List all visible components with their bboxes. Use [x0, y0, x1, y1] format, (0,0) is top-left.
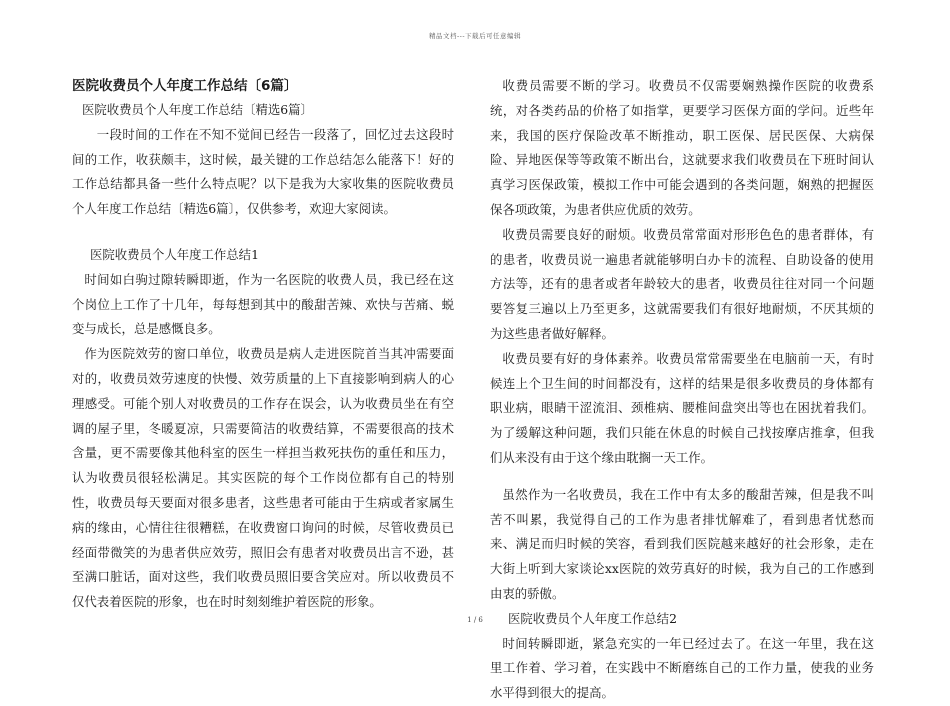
section-heading-2: 医院收费员个人年度工作总结2 — [508, 610, 677, 626]
right-column — [490, 74, 874, 706]
section-heading-1: 医院收费员个人年度工作总结1 — [90, 246, 259, 262]
spacer — [72, 222, 454, 243]
document-subtitle: 医院收费员个人年度工作总结〔精选6篇〕 — [82, 102, 313, 117]
spacer — [490, 471, 874, 483]
paragraph: 作为医院效劳的窗口单位，收费员是病人走进医院首当其冲需要面对的，收费员效劳速度的快慢、效劳质量的上下直接影响到病人的心理感受。可能个别人对收费员的工作存在误会，认为收费员坐在有空调的屋子里，冬暖夏凉，只需要简洁的收费结算，不需要很高的技术含量，更不需要像其他科室的医生一样担当救死扶伤的重任和压力，认为收费员很轻松满足。其实医院的每个工作岗位都有自己的特别性，收费员每天要面对很多患者，这些患者可能由于生病或者家属生病的缘由，心情往往很糟糕，在收费窗口询问的时候，尽管收费员已经面带微笑的为患者供应效劳，照旧会有患者对收费员出言不逊，甚至满口脏话，面对这些，我们收费员照旧要含笑应对。所以收费员不仅代表着医院的形象，也在时时刻刻维护着医院的形象。 — [72, 346, 454, 610]
paragraph: 收费员需要不断的学习。收费员不仅需要娴熟操作医院的收费系统，对各类药品的价格了如指掌，更要学习医保方面的学问。近些年来，我国的医疗保险改革不断推动，职工医保、居民医保、大病保险、异地医保等等政策不断出台，这就要求我们收费员在下班时间认真学习医保政策，模拟工作中可能会遇到的各类问题，娴熟的把握医保各项政策，为患者供应优质的效劳。 — [490, 78, 874, 217]
page-number: 1 / 6 — [467, 616, 483, 624]
paragraph: 收费员要有好的身体素养。收费员常常需要坐在电脑前一天，有时候连上个卫生间的时间都没有，这样的结果是很多收费员的身体都有职业病，眼睛干涩流泪、颈椎病、腰椎间盘突出等也在困扰着我们。为了缓解这种问题，我们只能在休息的时候自己找按摩店推拿，但我们从来没有由于这个缘由耽搁一天工作。 — [490, 350, 874, 465]
intro-paragraph: 一段时间的工作在不知不觉间已经告一段落了，回忆过去这段时间的工作，收获颇丰，这时候，最关键的工作总结怎么能落下！好的工作总结都具备一些什么特点呢？以下是我为大家收集的医院收费员个人年度工作总结〔精选6篇〕，仅供参考，欢迎大家阅读。 — [72, 126, 454, 217]
paragraph: 时间转瞬即逝，紧急充实的一年已经过去了。在这一年里，我在这里工作着、学习着，在实践中不断磨练自己的工作力量，使我的业务水平得到很大的提高。 — [490, 635, 874, 701]
paragraph: 收费员需要良好的耐烦。收费员常常面对形形色色的患者群体，有的患者，收费员说一遍患者就能够明白办卡的流程、自助设备的使用方法等，还有的患者或者年龄较大的患者，收费员往往对同一个问题要答复三遍以上乃至更多，这就需要我们有很好地耐烦，不厌其烦的为这些患者做好解释。 — [490, 226, 874, 341]
document-title: 医院收费员个人年度工作总结〔6篇〕 — [72, 78, 298, 94]
paragraph: 时间如白驹过隙转瞬即逝，作为一名医院的收费人员，我已经在这个岗位上工作了十几年，每每想到其中的酸甜苦辣、欢快与苦痛、蜕变与成长，总是感慨良多。 — [72, 271, 454, 337]
left-column — [72, 74, 454, 615]
paragraph: 虽然作为一名收费员，我在工作中有太多的酸甜苦辣，但是我不叫苦不叫累，我觉得自己的工作为患者排忧解难了，看到患者忧愁而来、满足而归时候的笑容，看到我们医院越来越好的社会形象，走在大街上听到大家谈论xx医院的效劳真好的时候，我为自己的工作感到由衷的骄傲。 — [490, 486, 874, 601]
page-header-note: 精品文档---下载后可任意编辑 — [428, 32, 522, 40]
